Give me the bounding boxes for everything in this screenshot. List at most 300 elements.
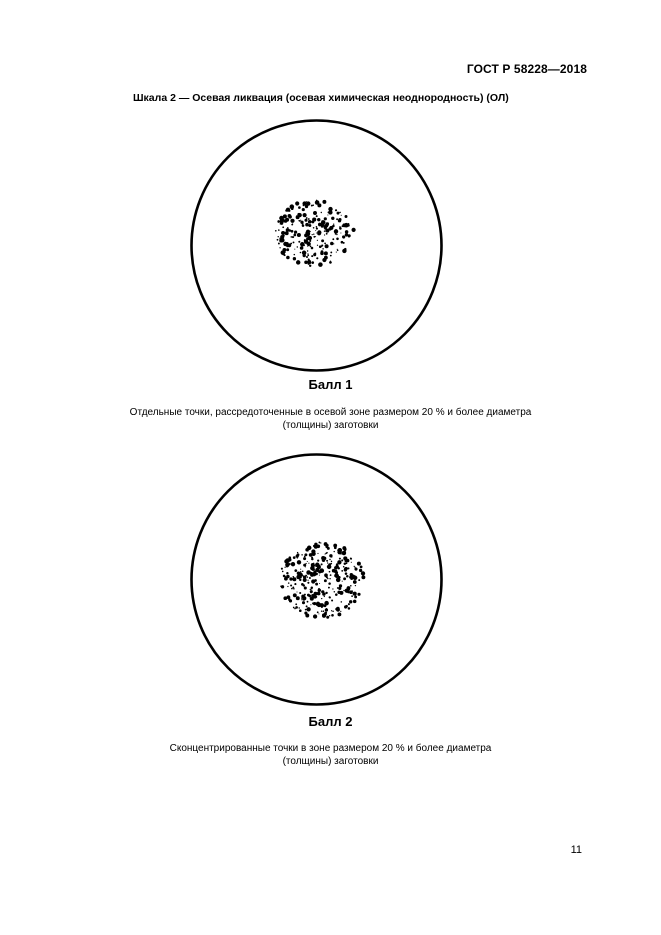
segregation-dot xyxy=(316,200,317,201)
segregation-dot xyxy=(330,251,332,253)
segregation-dot xyxy=(307,254,309,256)
segregation-dot xyxy=(319,583,320,584)
segregation-dot xyxy=(328,212,330,214)
segregation-dot xyxy=(316,228,318,230)
segregation-dot xyxy=(318,613,319,614)
segregation-dot xyxy=(325,552,327,554)
segregation-dot xyxy=(306,256,308,258)
segregation-dot xyxy=(324,596,325,597)
segregation-dot xyxy=(326,616,329,619)
segregation-dot xyxy=(290,204,295,209)
segregation-dot xyxy=(300,246,304,250)
segregation-dot xyxy=(304,261,308,265)
segregation-dot xyxy=(293,607,295,609)
segregation-dot xyxy=(300,569,301,570)
segregation-dot xyxy=(357,562,361,566)
segregation-dot xyxy=(307,561,308,562)
segregation-dot xyxy=(323,610,325,612)
segregation-dot xyxy=(297,233,301,237)
segregation-dot xyxy=(354,568,357,571)
segregation-dot xyxy=(287,586,288,587)
segregation-dot xyxy=(287,227,288,228)
segregation-dot xyxy=(334,591,336,593)
segregation-dot xyxy=(342,581,343,582)
segregation-dot xyxy=(302,570,304,572)
segregation-dot xyxy=(307,253,308,254)
segregation-dot xyxy=(320,251,324,255)
segregation-dot xyxy=(330,261,332,263)
segregation-dot xyxy=(345,605,348,608)
segregation-dot xyxy=(306,605,308,607)
segregation-dot xyxy=(335,233,337,235)
segregation-dot xyxy=(304,586,307,589)
segregation-dot xyxy=(314,565,316,567)
segregation-dot xyxy=(302,601,305,604)
segregation-dot xyxy=(298,213,302,217)
segregation-dot xyxy=(311,588,313,590)
segregation-dot xyxy=(307,576,308,577)
segregation-dot xyxy=(329,596,331,598)
segregation-dot xyxy=(291,588,293,590)
segregation-dot xyxy=(315,563,319,567)
segregation-dot xyxy=(308,220,312,224)
segregation-dot xyxy=(288,598,290,600)
segregation-dot xyxy=(324,217,327,220)
segregation-dot xyxy=(338,219,341,222)
segregation-dot xyxy=(322,613,325,616)
segregation-dot xyxy=(336,252,337,253)
segregation-dot xyxy=(324,201,326,203)
segregation-dot xyxy=(309,265,311,267)
segregation-dot xyxy=(342,249,346,253)
segregation-dot xyxy=(317,219,318,220)
segregation-dot xyxy=(348,603,350,605)
segregation-dot xyxy=(336,218,338,220)
segregation-dot xyxy=(315,230,316,231)
segregation-dot xyxy=(340,611,341,612)
segregation-dot xyxy=(296,260,300,264)
segregation-dot xyxy=(317,230,321,234)
segregation-dot xyxy=(317,245,318,246)
segregation-dot xyxy=(361,571,365,575)
segregation-dot xyxy=(340,232,341,233)
segregation-dot xyxy=(291,230,294,233)
segregation-dot xyxy=(341,559,343,561)
segregation-dot xyxy=(285,231,289,235)
segregation-dot xyxy=(324,230,326,232)
segregation-dot xyxy=(311,552,316,557)
segregation-dot xyxy=(313,594,315,596)
segregation-dot xyxy=(308,563,309,564)
segregation-dot xyxy=(325,244,329,248)
segregation-dot xyxy=(326,233,328,235)
segregation-dot xyxy=(347,224,350,227)
segregation-dot xyxy=(309,231,311,233)
segregation-dot xyxy=(299,592,301,594)
segregation-dot xyxy=(339,591,343,595)
segregation-dot xyxy=(331,599,333,601)
segregation-dot xyxy=(324,243,326,245)
segregation-dot xyxy=(331,561,332,562)
segregation-dot xyxy=(325,253,327,255)
segregation-dot xyxy=(305,609,307,611)
segregation-dot xyxy=(350,585,352,587)
segregation-dot xyxy=(279,238,280,239)
segregation-dot xyxy=(317,611,319,613)
segregation-dot xyxy=(359,569,362,572)
segregation-dot xyxy=(308,259,310,261)
segregation-dot xyxy=(341,570,343,572)
segregation-dot xyxy=(343,577,346,580)
segregation-dot xyxy=(282,226,284,228)
segregation-dot xyxy=(341,601,343,603)
segregation-dot xyxy=(348,236,350,238)
segregation-dot xyxy=(296,596,300,600)
segregation-dot xyxy=(322,248,323,249)
segregation-dot xyxy=(309,577,311,579)
segregation-dot xyxy=(299,220,301,222)
segregation-dot xyxy=(289,577,292,580)
segregation-dot xyxy=(352,590,353,591)
segregation-dot xyxy=(316,232,317,233)
segregation-dot xyxy=(293,593,297,597)
segregation-dot xyxy=(303,564,306,567)
segregation-dot xyxy=(324,579,327,582)
segregation-dot xyxy=(282,248,286,252)
segregation-dot xyxy=(297,246,298,247)
segregation-dot xyxy=(295,201,299,205)
segregation-dot xyxy=(336,234,337,235)
segregation-dot xyxy=(321,598,322,599)
segregation-dot xyxy=(330,574,332,576)
segregation-dot xyxy=(304,216,306,218)
billet-cross-section-ball-1 xyxy=(189,118,444,373)
segregation-dot xyxy=(325,608,328,611)
segregation-dot xyxy=(292,236,294,238)
segregation-dot xyxy=(353,576,358,581)
segregation-dot xyxy=(361,575,365,579)
segregation-dot xyxy=(328,582,331,585)
segregation-dot xyxy=(292,220,294,222)
segregation-dot xyxy=(310,573,314,577)
segregation-dot xyxy=(285,218,289,222)
segregation-dot xyxy=(305,614,309,618)
segregation-dot xyxy=(278,229,280,231)
segregation-dot xyxy=(292,577,296,581)
segregation-dot xyxy=(293,234,296,237)
segregation-dot xyxy=(304,594,306,596)
segregation-dot xyxy=(348,567,350,569)
segregation-dot xyxy=(336,607,340,611)
segregation-dot xyxy=(334,231,335,232)
ball-1-caption-line-2: (толщины) заготовки xyxy=(282,420,379,431)
segregation-dot xyxy=(324,234,325,235)
segregation-dot xyxy=(331,556,332,557)
segregation-dot xyxy=(283,575,286,578)
segregation-dot xyxy=(307,582,309,584)
segregation-dot xyxy=(313,211,317,215)
segregation-dot xyxy=(358,579,360,581)
segregation-dot xyxy=(330,255,332,257)
segregation-dot xyxy=(325,592,327,594)
segregation-dot xyxy=(314,579,317,582)
segregation-dot xyxy=(306,232,309,235)
segregation-dot xyxy=(337,250,339,252)
segregation-dot xyxy=(300,242,305,247)
segregation-dot xyxy=(320,603,324,607)
segregation-dot xyxy=(293,588,295,590)
segregation-dot xyxy=(313,614,317,618)
segregation-dot xyxy=(354,566,355,567)
segregation-dot xyxy=(301,583,304,586)
segregation-dot xyxy=(326,546,328,548)
segregation-dot xyxy=(306,607,310,611)
segregation-dot xyxy=(343,590,345,592)
segregation-dot xyxy=(319,245,322,248)
segregation-dot xyxy=(324,604,327,607)
segregation-dot xyxy=(310,597,314,601)
segregation-dot xyxy=(339,227,342,230)
segregation-dot xyxy=(318,588,320,590)
segregation-dot xyxy=(331,217,334,220)
segregation-dot xyxy=(302,224,305,227)
segregation-dot xyxy=(293,241,295,243)
segregation-dot xyxy=(281,231,285,235)
segregation-dot xyxy=(353,580,357,584)
segregation-dot xyxy=(313,253,316,256)
segregation-dot xyxy=(285,209,288,212)
segregation-dot xyxy=(326,544,328,546)
segregation-dot xyxy=(301,599,302,600)
segregation-dot xyxy=(315,200,320,205)
segregation-dot xyxy=(313,234,314,235)
segregation-dot xyxy=(307,594,310,597)
segregation-dot xyxy=(310,590,313,593)
segregation-dot xyxy=(299,579,301,581)
segregation-dot xyxy=(280,222,283,225)
ball-2-label: Балл 2 xyxy=(308,714,353,729)
segregation-dot xyxy=(278,243,280,245)
segregation-dot xyxy=(338,548,342,552)
segregation-dot xyxy=(300,252,302,254)
segregation-dot xyxy=(295,603,297,605)
segregation-dot xyxy=(311,261,314,264)
segregation-dot xyxy=(301,554,302,555)
segregation-dot xyxy=(351,562,352,563)
segregation-dot xyxy=(324,256,325,257)
segregation-dot xyxy=(288,556,291,559)
segregation-dot xyxy=(320,568,325,573)
segregation-dot xyxy=(315,583,318,586)
segregation-dot xyxy=(282,253,285,256)
segregation-dot xyxy=(343,566,345,568)
segregation-dot xyxy=(308,204,309,205)
segregation-dot xyxy=(278,236,279,237)
segregation-dot xyxy=(286,572,288,574)
segregation-dot xyxy=(321,220,325,224)
segregation-dot xyxy=(318,541,320,543)
segregation-dot xyxy=(344,568,346,570)
standard-code: ГОСТ Р 58228—2018 xyxy=(466,62,587,76)
segregation-dot xyxy=(332,238,334,240)
segregation-dot xyxy=(331,614,334,617)
segregation-dot xyxy=(335,593,338,596)
segregation-dot xyxy=(307,261,311,265)
segregation-dot xyxy=(333,223,334,224)
segregation-dot xyxy=(305,205,308,208)
segregation-dot xyxy=(297,560,301,564)
segregation-dot xyxy=(332,588,333,589)
segregation-dot xyxy=(334,574,337,577)
segregation-dot xyxy=(317,560,319,562)
segregation-dot xyxy=(321,610,322,611)
segregation-dot xyxy=(336,238,339,241)
segregation-dot xyxy=(312,234,313,235)
segregation-dot xyxy=(335,209,337,211)
segregation-dot xyxy=(290,236,292,238)
segregation-dot xyxy=(295,606,298,609)
segregation-dot xyxy=(316,226,318,228)
segregation-dot xyxy=(291,562,295,566)
segregation-dot xyxy=(349,600,352,603)
segregation-dot xyxy=(324,573,328,577)
segregation-dot xyxy=(313,563,314,564)
segregation-dot xyxy=(310,604,311,605)
segregation-dot xyxy=(277,239,279,241)
segregation-dot xyxy=(324,251,328,255)
segregation-dot xyxy=(329,571,331,573)
segregation-dot xyxy=(345,233,349,237)
segregation-dot xyxy=(304,556,306,558)
segregation-dot xyxy=(297,553,300,556)
segregation-dot xyxy=(294,569,297,572)
segregation-dot xyxy=(341,215,342,216)
segregation-dot xyxy=(307,580,308,581)
segregation-dot xyxy=(289,215,292,218)
segregation-dot xyxy=(288,582,289,583)
segregation-dot xyxy=(346,575,349,578)
segregation-dot xyxy=(337,612,341,616)
segregation-dot xyxy=(283,242,287,246)
segregation-dot xyxy=(307,250,308,251)
segregation-dot xyxy=(326,222,329,225)
segregation-dot xyxy=(321,264,323,266)
segregation-dot xyxy=(327,562,328,563)
segregation-dot xyxy=(309,240,311,242)
segregation-dot xyxy=(339,558,341,560)
segregation-dot xyxy=(300,221,303,224)
segregation-dot xyxy=(277,220,280,223)
ball-1-label: Балл 1 xyxy=(308,377,353,392)
segregation-dot xyxy=(337,560,341,564)
segregation-dot xyxy=(344,563,346,565)
segregation-dot xyxy=(351,595,353,597)
segregation-dot xyxy=(321,556,325,560)
segregation-dot xyxy=(327,214,328,215)
segregation-dot xyxy=(320,542,321,543)
segregation-dot xyxy=(297,572,301,576)
segregation-dot xyxy=(321,239,324,242)
segregation-dot xyxy=(340,553,342,555)
segregation-dot xyxy=(308,236,312,240)
segregation-dot xyxy=(321,212,322,213)
segregation-dot xyxy=(342,235,345,238)
segregation-dot xyxy=(290,584,292,586)
segregation-dot xyxy=(317,240,318,241)
segregation-dot xyxy=(313,227,315,229)
ball-2-caption-line-2: (толщины) заготовки xyxy=(282,756,379,767)
segregation-dot xyxy=(281,568,283,570)
segregation-dot xyxy=(288,230,290,232)
segregation-dot xyxy=(341,241,344,244)
segregation-dot xyxy=(279,247,280,248)
segregation-dot xyxy=(287,563,290,566)
segregation-dot xyxy=(329,559,330,560)
segregation-dot xyxy=(286,248,289,251)
segregation-dot xyxy=(342,546,346,550)
segregation-dot xyxy=(333,243,334,244)
segregation-dot xyxy=(294,254,295,255)
segregation-dot xyxy=(303,578,307,582)
segregation-dot xyxy=(353,600,357,604)
segregation-dot xyxy=(308,218,310,220)
segregation-dot xyxy=(339,584,342,587)
segregation-dot xyxy=(350,578,352,580)
segregation-dot xyxy=(304,219,307,222)
segregation-dot xyxy=(294,233,295,234)
segregation-dot xyxy=(310,246,312,248)
billet-circle-ball-1 xyxy=(189,118,444,373)
segregation-dot xyxy=(293,257,296,260)
segregation-dot xyxy=(316,215,318,217)
segregation-dot xyxy=(284,567,285,568)
segregation-dot xyxy=(360,566,363,569)
segregation-dot xyxy=(302,575,303,576)
segregation-dot xyxy=(328,227,331,230)
segregation-dot xyxy=(312,218,316,222)
segregation-dot xyxy=(303,254,306,257)
segregation-dot xyxy=(345,572,348,575)
segregation-dot xyxy=(288,210,290,212)
segregation-dot xyxy=(352,228,356,232)
segregation-dot xyxy=(334,566,337,569)
segregation-dot xyxy=(305,223,309,227)
segregation-dot xyxy=(281,585,284,588)
segregation-dot xyxy=(329,578,330,579)
segregation-dot xyxy=(312,569,314,571)
segregation-dot xyxy=(345,215,348,218)
segregation-dot xyxy=(320,566,321,567)
segregation-dot xyxy=(307,546,312,551)
segregation-dot xyxy=(345,588,349,592)
segregation-dot xyxy=(354,595,357,598)
segregation-dot xyxy=(326,560,328,562)
segregation-dot xyxy=(298,241,300,243)
segregation-dot xyxy=(298,206,301,209)
segregation-dot xyxy=(330,242,334,246)
segregation-dot xyxy=(321,245,323,247)
segregation-dot xyxy=(294,249,295,250)
ball-1-caption-line-1: Отдельные точки, рассредоточенные в осевой зоне размером 20 % и более диаметра xyxy=(129,407,532,418)
segregation-dot xyxy=(311,247,314,250)
segregation-dot xyxy=(293,556,296,559)
ball-2-caption xyxy=(0,742,661,768)
segregation-dot xyxy=(299,609,302,612)
segregation-dot xyxy=(303,557,306,560)
segregation-dot xyxy=(304,239,306,241)
segregation-dot xyxy=(337,587,339,589)
segregation-dot xyxy=(321,590,324,593)
